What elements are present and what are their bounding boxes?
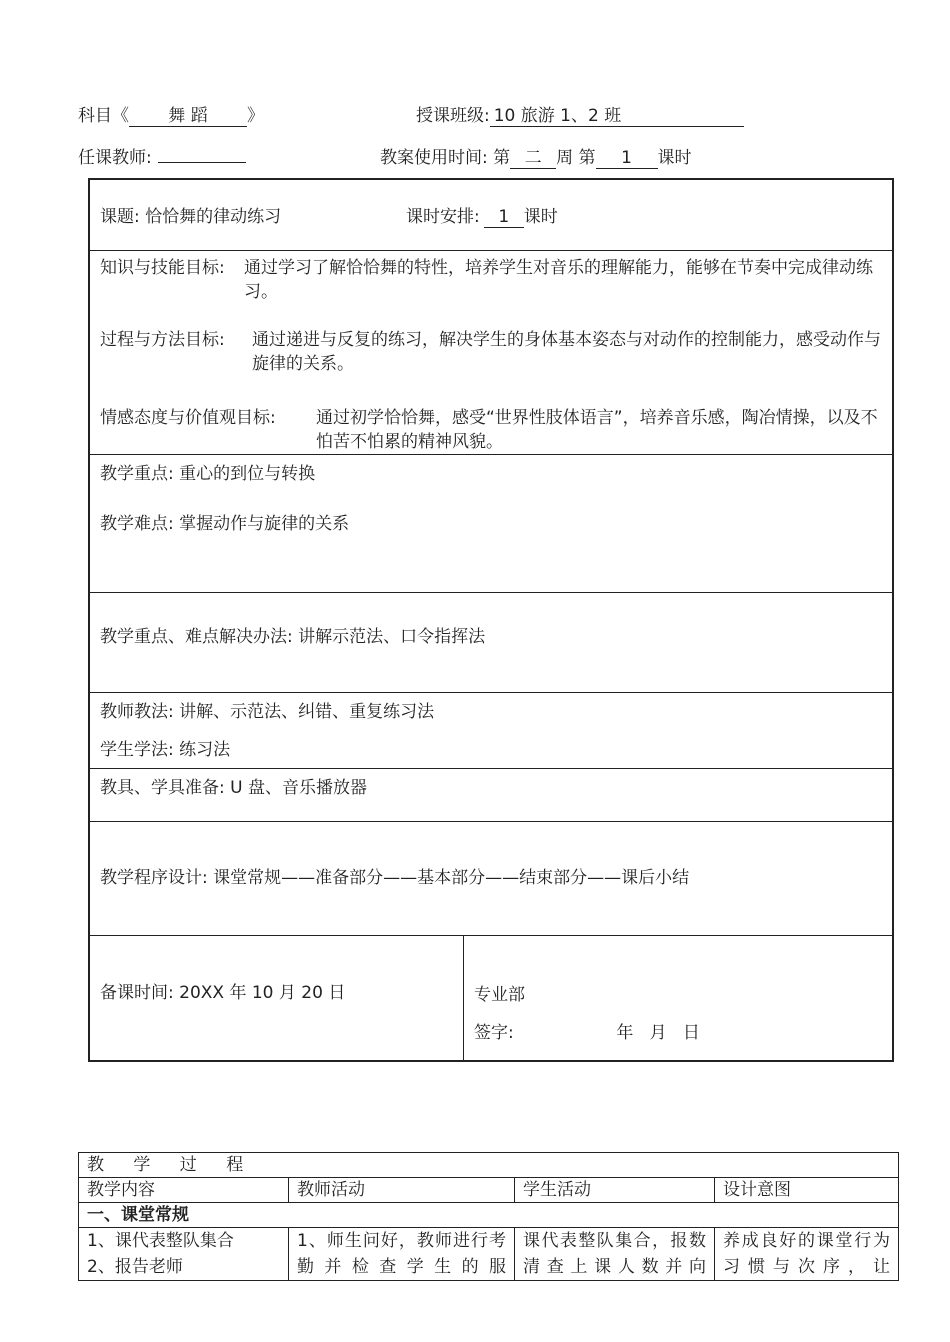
goal3-text: 通过初学恰恰舞，感受“世界性肢体语言”，培养音乐感，陶冶情操，以及不怕苦不怕累的精神风貌。 (316, 408, 878, 452)
header-content: 教学内容 (79, 1178, 289, 1203)
row-student: 课代表整队集合，报数清查上课人数并向 (515, 1228, 715, 1281)
divider (90, 935, 892, 936)
table-row (79, 1178, 899, 1203)
process-title (79, 1153, 899, 1178)
usage-suffix: 课时 (657, 148, 692, 168)
goal-knowledge (100, 256, 882, 304)
divider (463, 935, 464, 1060)
teacher-line (78, 143, 246, 168)
hours-label: 课时安排: (406, 207, 480, 227)
key-point: 教学重点: 重心的到位与转换 (100, 464, 316, 484)
prep-time: 备课时间: 20XX 年 10 月 20 日 (100, 983, 346, 1003)
header-teacher: 教师活动 (289, 1178, 515, 1203)
goal-emotion (100, 406, 882, 454)
subject-suffix: 》 (247, 106, 264, 126)
row-teacher: 1、师生问好，教师进行考勤并检查学生的服 (289, 1228, 515, 1281)
goal-process (100, 328, 882, 376)
class-label: 授课班级: (416, 106, 490, 126)
content-item: 1、课代表整队集合 (87, 1231, 234, 1251)
teaching-process-table (78, 1152, 899, 1281)
usage-line (380, 143, 692, 169)
goal1-text: 通过学习了解恰恰舞的特性，培养学生对音乐的理解能力，能够在节奏中完成律动练习。 (244, 258, 873, 302)
usage-period: 1 (596, 148, 658, 169)
hours (406, 202, 558, 228)
subject-line (78, 101, 264, 127)
divider (90, 454, 892, 455)
signature: 签字: 年 月 日 (474, 1023, 700, 1043)
process-title-text: 教 学 过 程 (87, 1155, 256, 1175)
tools: 教具、学具准备: U 盘、音乐播放器 (100, 778, 367, 798)
goal1-label: 知识与技能目标: (100, 258, 225, 278)
teacher-method: 教师教法: 讲解、示范法、纠错、重复练习法 (100, 702, 435, 722)
usage-mid: 周 第 (556, 148, 596, 168)
usage-week: 二 (510, 148, 556, 169)
solution: 教学重点、难点解决办法: 讲解示范法、口令指挥法 (100, 627, 486, 647)
divider (90, 692, 892, 693)
subject-value: 舞 蹈 (129, 106, 247, 127)
topic: 课题: 恰恰舞的律动练习 (100, 207, 282, 227)
difficulty: 教学难点: 掌握动作与旋律的关系 (100, 514, 350, 534)
divider (90, 250, 892, 251)
teacher-label: 任课教师: (78, 148, 152, 168)
goal2-text: 通过递进与反复的练习，解决学生的身体基本姿态与对动作的控制能力，感受动作与旋律的关系。 (252, 330, 881, 374)
table-row (79, 1203, 899, 1228)
divider (90, 768, 892, 769)
hours-suffix: 课时 (523, 207, 558, 227)
header-student: 学生活动 (515, 1178, 715, 1203)
student-method: 学生学法: 练习法 (100, 740, 231, 760)
header-intent: 设计意图 (715, 1178, 899, 1203)
row-intent: 养成良好的课堂行为习惯与次序，让 (715, 1228, 899, 1281)
table-row (79, 1153, 899, 1178)
usage-label: 教案使用时间: 第 (380, 148, 511, 168)
goal3-label: 情感态度与价值观目标: (100, 408, 276, 428)
row-content (79, 1228, 289, 1281)
class-line (416, 101, 744, 127)
content-item: 2、报告老师 (87, 1257, 183, 1277)
divider (90, 821, 892, 822)
goal2-label: 过程与方法目标: (100, 330, 225, 350)
hours-value: 1 (484, 207, 524, 228)
subject-prefix: 科目《 (78, 106, 129, 126)
teacher-value (158, 162, 246, 163)
divider (90, 592, 892, 593)
table-row (79, 1228, 899, 1281)
class-value: 10 旅游 1、2 班 (490, 106, 744, 127)
procedure: 教学程序设计: 课堂常规——准备部分——基本部分——结束部分——课后小结 (100, 868, 690, 888)
department: 专业部 (474, 985, 525, 1005)
section-title: 一、课堂常规 (79, 1203, 899, 1228)
lesson-plan-box (88, 178, 894, 1062)
